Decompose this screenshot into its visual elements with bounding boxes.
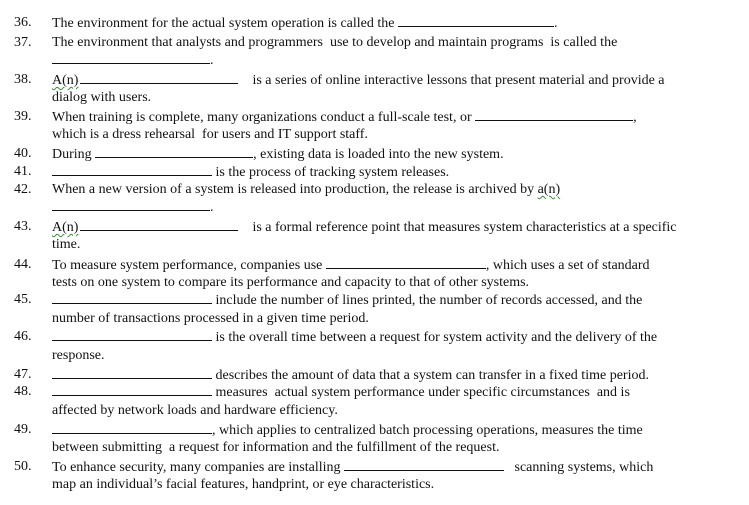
question-text (52, 459, 653, 476)
question-number: 38. (14, 72, 32, 87)
question-line-2: tests on one system to compare its performance and capacity to that of other systems. (52, 275, 530, 290)
question-text-part: , existing data is loaded into the new system. (253, 147, 504, 162)
question-text-part: is a series of online interactive lessons that present material and provide a (252, 73, 665, 88)
question-number: 48. (14, 384, 32, 399)
question-text (52, 109, 637, 126)
question-number: 36. (14, 15, 32, 30)
question-line-2: map an individual’s facial features, handprint, or eye characteristics. (52, 477, 435, 492)
question-text (52, 257, 650, 274)
question-text (52, 219, 677, 236)
question-number: 49. (14, 422, 32, 437)
answer-blank[interactable] (52, 292, 212, 304)
answer-blank[interactable] (95, 146, 253, 158)
question-line-2: response. (52, 348, 105, 363)
answer-blank[interactable] (80, 219, 238, 231)
answer-blank[interactable] (344, 459, 504, 471)
article-an: A(n) (52, 73, 79, 88)
question-text (52, 292, 642, 309)
question-text (52, 164, 449, 181)
answer-blank[interactable] (52, 329, 212, 341)
question-text (52, 329, 657, 346)
question-number: 37. (14, 35, 32, 50)
question-text (52, 422, 643, 439)
question-text-part: , which uses a set of standard (485, 258, 650, 273)
question-number: 50. (14, 459, 32, 474)
question-number: 44. (14, 257, 32, 272)
question-text-end: . (210, 200, 214, 215)
answer-blank[interactable] (52, 199, 210, 211)
question-text-part: , which applies to centralized batch processing operations, measures the time (212, 423, 643, 438)
question-text-part: When a new version of a system is released into production, the release is archived by (52, 182, 535, 197)
question-line-2: number of transactions processed in a given time period. (52, 311, 369, 326)
question-text-part: describes the amount of data that a system can transfer in a fixed time period. (215, 368, 649, 383)
question-text (52, 72, 665, 89)
question-text-part: During (52, 147, 92, 162)
question-text-part: scanning systems, which (514, 460, 654, 475)
question-text-end: , (633, 110, 637, 125)
question-line-2: dialog with users. (52, 90, 152, 105)
question-line-2 (52, 199, 214, 216)
question-text-part: The environment for the actual system operation is called the (52, 16, 395, 31)
answer-blank[interactable] (52, 164, 212, 176)
answer-blank[interactable] (52, 367, 212, 379)
question-line-2: affected by network loads and hardware efficiency. (52, 403, 338, 418)
answer-blank[interactable] (52, 422, 212, 434)
answer-blank[interactable] (475, 109, 633, 121)
question-text-part: is a formal reference point that measures system characteristics at a specific (252, 220, 677, 235)
question-number: 39. (14, 109, 32, 124)
question-text-end: . (210, 53, 214, 68)
question-number: 42. (14, 182, 32, 197)
question-number: 45. (14, 292, 32, 307)
question-text: The environment that analysts and programmers use to develop and maintain programs is called the (52, 35, 618, 50)
question-number: 41. (14, 164, 32, 179)
article-an: A(n) (52, 220, 79, 235)
question-text-end: . (554, 16, 558, 31)
question-text-part: measures actual system performance under specific circumstances and is (215, 385, 630, 400)
question-text-part: When training is complete, many organizations conduct a full-scale test, or (52, 110, 472, 125)
question-line-2: between submitting a request for information and the fulfillment of the request. (52, 440, 500, 455)
question-line-2: which is a dress rehearsal for users and IT support staff. (52, 127, 368, 142)
question-text-part: To enhance security, many companies are installing (52, 460, 341, 475)
question-number: 47. (14, 367, 32, 382)
question-text (52, 146, 504, 163)
question-text (52, 367, 649, 384)
answer-blank[interactable] (326, 257, 486, 269)
question-text (52, 182, 560, 198)
question-line-2 (52, 52, 214, 69)
answer-blank[interactable] (80, 72, 238, 84)
answer-blank[interactable] (398, 15, 554, 27)
question-number: 40. (14, 146, 32, 161)
question-text (52, 384, 630, 401)
question-text-part: is the process of tracking system releases. (215, 165, 450, 180)
answer-blank[interactable] (52, 384, 212, 396)
question-number: 46. (14, 329, 32, 344)
question-text-part: is the overall time between a request for system activity and the delivery of the (215, 330, 658, 345)
question-text-part: include the number of lines printed, the number of records accessed, and the (215, 293, 643, 308)
question-line-2: time. (52, 237, 81, 252)
question-text (52, 15, 558, 32)
question-number: 43. (14, 219, 32, 234)
article-an: a(n) (537, 182, 561, 197)
answer-blank[interactable] (52, 52, 210, 64)
question-text-part: To measure system performance, companies use (52, 258, 323, 273)
